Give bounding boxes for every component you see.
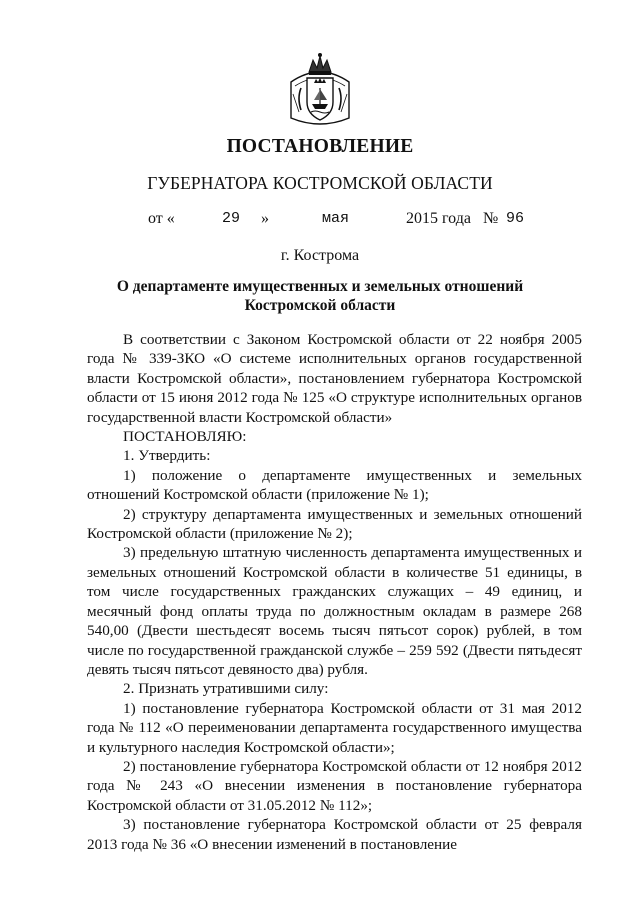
document-body [87,330,582,854]
clause-2: 2. Признать утратившими силу: [123,680,329,698]
date-close-quote: » [261,210,269,227]
date-day: 29 [222,210,241,227]
coat-of-arms-emblem [287,52,353,130]
number-sign: № [483,210,499,227]
document-title: ПОСТАНОВЛЕНИЕ [226,136,414,157]
clause-1-item-2: 2) структуру департамента имущественных и земельных отношений Костромской области (приложение № 2); [87,505,582,543]
date-prefix: от « [148,210,175,227]
clause-1: 1. Утвердить: [123,447,211,465]
clause-2-item-1: 1) постановление губернатора Костромской области от 31 мая 2012 года № 112 «О переименовании департамента государственного имущества и культурного наследия Костромской области»; [87,699,582,756]
clause-1-item-1: 1) положение о департаменте имущественных и земельных отношений Костромской области (приложение № 1); [87,466,582,504]
clause-2-item-2: 2) постановление губернатора Костромской области от 12 ноября 2012 года № 243 «О внесении изменения в постановление губернатора Костромской области от 31.05.2012 № 112»; [87,757,582,814]
document-issuer: ГУБЕРНАТОРА КОСТРОМСКОЙ ОБЛАСТИ [147,173,493,193]
document-number: 96 [506,210,525,227]
preamble-paragraph: В соответствии с Законом Костромской области от 22 ноября 2005 года № 339-ЗКО «О системе исполнительных органов государственной власти Костромской области», постановлением губернатора Костромской области от 15 июня 2012 года № 125 «О структуре исполнительных органов государственной власти Костромской области» [87,331,582,426]
date-year: 2015 года [406,210,471,227]
date-month: мая [322,210,350,227]
document-heading [0,277,640,315]
clause-2-item-3: 3) постановление губернатора Костромской области от 25 февраля 2013 года № 36 «О внесении изменений в постановление [87,816,582,853]
clause-1-item-3: 3) предельную штатную численность департамента имущественных и земельных отношений Костромской области в количестве 51 единицы, в том числе государственных гражданских служащих – 49 единиц, и месячный фонд оплаты труда по должностным окладам в размере 268 540,00 (Двести шестьдесят восемь тысяч пятьсот сорок) рублей, в том числе по государственной гражданской службе – 259 592 (Двести пятьдесят девять тысяч пятьсот девяносто два) рубля. [87,544,582,678]
city-line: г. Кострома [280,247,360,264]
heading-line-2: Костромской области [244,297,396,314]
resolve-keyword: ПОСТАНОВЛЯЮ: [123,428,247,446]
heading-line-1: О департаменте имущественных и земельных отношений [116,278,524,295]
